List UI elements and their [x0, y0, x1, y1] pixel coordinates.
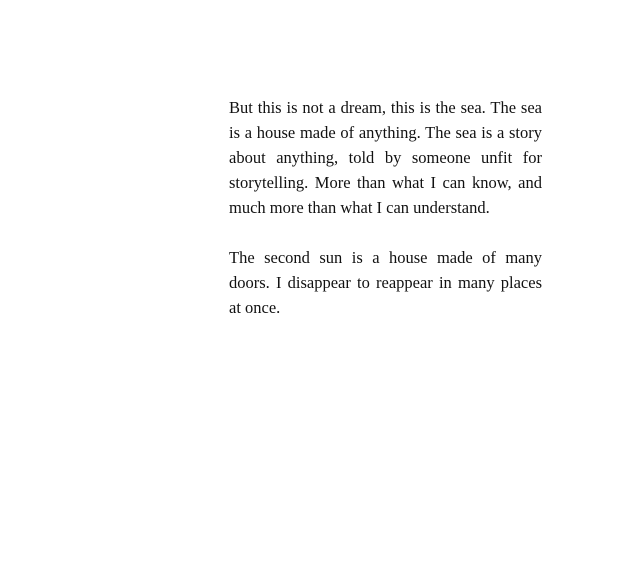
paragraph-1: But this is not a dream, this is the sea. The sea is a house made of anything. The sea is a story about anything, told by someone unfit for storytelling. More than what I can know, and much more than what I can understand.	[229, 98, 542, 217]
text-block	[229, 95, 542, 320]
paragraph-2: The second sun is a house made of many doors. I disappear to reappear in many places at once.	[229, 248, 542, 317]
